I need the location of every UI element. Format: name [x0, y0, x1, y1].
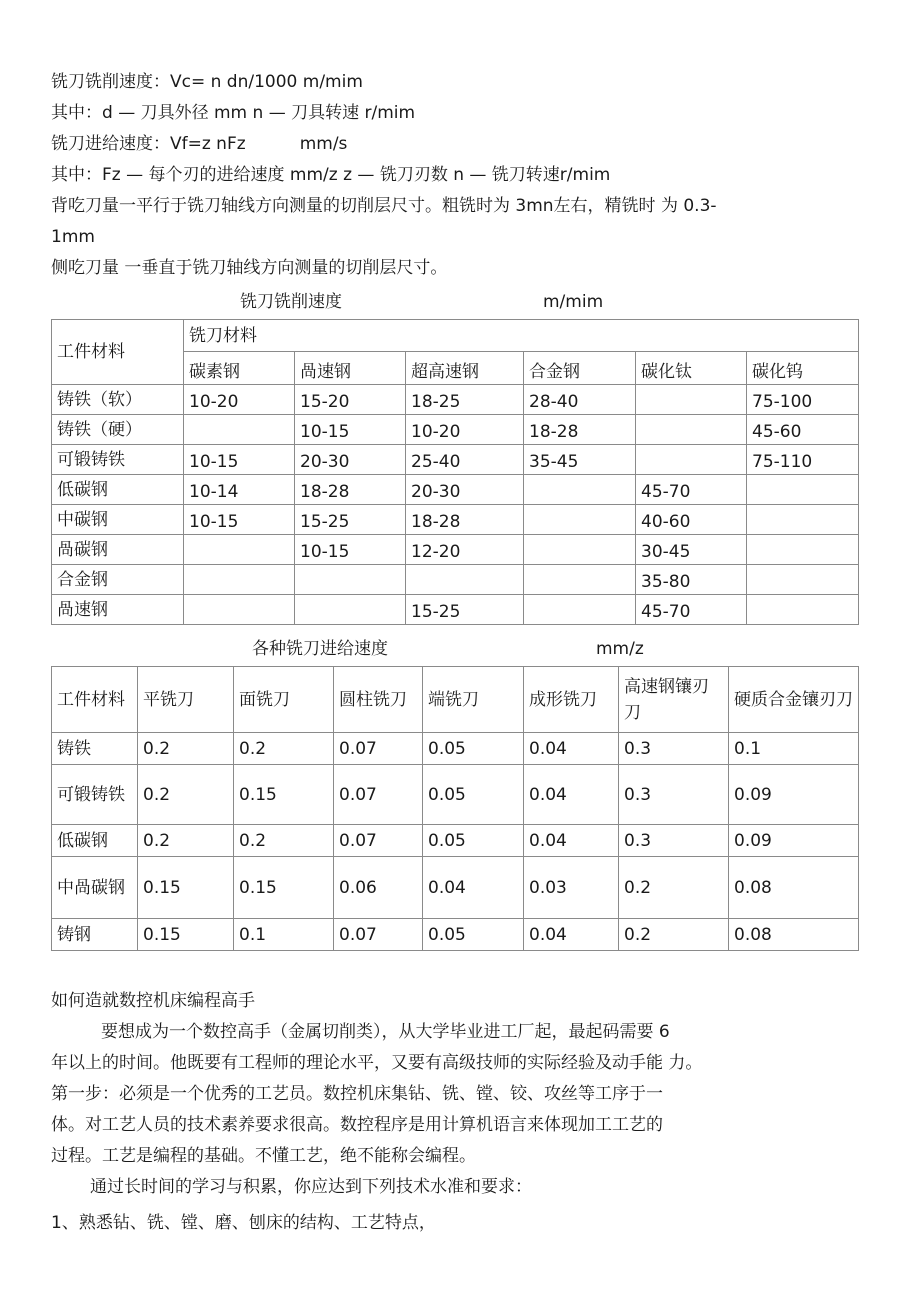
speed-cell: 25-40 — [406, 445, 524, 475]
feed-cell: 0.08 — [729, 857, 859, 919]
speed-table-title: 铣刀铣削速度 — [240, 292, 342, 312]
speed-group-header: 铣刀材料 — [184, 320, 859, 352]
speed-row-material: 铸铁（软） — [52, 385, 184, 415]
speed-cell: 20-30 — [295, 445, 406, 475]
speed-cell: 28-40 — [524, 385, 636, 415]
speed-cell — [524, 595, 636, 625]
feed-row-material: 可锻铸铁 — [52, 765, 138, 825]
speed-table-row — [52, 475, 859, 505]
speed-table-row — [52, 415, 859, 445]
speed-cell — [747, 595, 859, 625]
feed-cell: 0.04 — [524, 733, 619, 765]
feed-cell: 0.2 — [619, 857, 729, 919]
feed-row-material: 低碳钢 — [52, 825, 138, 857]
speed-table-row — [52, 595, 859, 625]
feed-cell: 0.15 — [138, 857, 234, 919]
feed-table-row — [52, 733, 859, 765]
speed-table-row — [52, 385, 859, 415]
speed-cell — [747, 475, 859, 505]
speed-row-material: 中碳钢 — [52, 505, 184, 535]
feed-cell: 0.1 — [234, 919, 334, 951]
speed-cell — [636, 445, 747, 475]
speed-cell — [295, 565, 406, 595]
speed-row-material: 咼碳钢 — [52, 535, 184, 565]
feed-cell: 0.09 — [729, 765, 859, 825]
article-paragraph-line: 体。对工艺人员的技术素养要求很高。数控程序是用计算机语言来体现加工工艺的 — [51, 1115, 663, 1135]
speed-col-header: 碳化钛 — [636, 352, 747, 385]
feed-cell: 0.07 — [334, 825, 423, 857]
intro-line-feed-speed: 铣刀进给速度：Vf=z nFz mm/s — [51, 134, 348, 154]
speed-cell: 18-25 — [406, 385, 524, 415]
speed-col-header: 碳化钨 — [747, 352, 859, 385]
feed-speed-table — [51, 666, 859, 951]
speed-cell — [184, 535, 295, 565]
speed-cell — [747, 535, 859, 565]
speed-col-header: 碳素钢 — [184, 352, 295, 385]
article-heading: 如何造就数控机床编程高手 — [51, 991, 255, 1011]
speed-cell — [524, 505, 636, 535]
feed-cell: 0.2 — [234, 825, 334, 857]
speed-cell — [184, 565, 295, 595]
feed-cell: 0.05 — [423, 765, 524, 825]
feed-col-header: 平铣刀 — [138, 667, 234, 733]
feed-cell: 0.3 — [619, 825, 729, 857]
feed-row-material: 中咼碳钢 — [52, 857, 138, 919]
speed-row-header: 工件材料 — [52, 320, 184, 385]
speed-cell: 45-60 — [747, 415, 859, 445]
feed-table-row — [52, 825, 859, 857]
speed-cell: 15-25 — [406, 595, 524, 625]
intro-line-side-cut: 侧吃刀量 一垂直于铣刀轴线方向测量的切削层尺寸。 — [51, 258, 448, 278]
article-paragraph-2: 通过长时间的学习与积累，你应达到下列技术水准和要求： — [90, 1177, 532, 1197]
feed-cell: 0.04 — [423, 857, 524, 919]
feed-col-header: 高速钢镶刃刀 — [619, 667, 729, 733]
cutting-speed-table — [51, 319, 859, 625]
intro-line-depth-of-cut: 背吃刀量一平行于铣刀轴线方向测量的切削层尺寸。粗铣时为 3mn左右，精铣时 为 0.3- — [51, 196, 717, 216]
feed-cell: 0.1 — [729, 733, 859, 765]
feed-cell: 0.04 — [524, 825, 619, 857]
speed-cell: 10-20 — [406, 415, 524, 445]
speed-cell: 30-45 — [636, 535, 747, 565]
speed-table-unit: m/mim — [543, 292, 604, 312]
feed-cell: 0.2 — [138, 733, 234, 765]
speed-cell — [184, 415, 295, 445]
article-paragraph-line: 过程。工艺是编程的基础。不懂工艺，绝不能称会编程。 — [51, 1146, 476, 1166]
speed-table-row — [52, 505, 859, 535]
feed-cell: 0.3 — [619, 733, 729, 765]
speed-cell — [406, 565, 524, 595]
feed-cell: 0.15 — [234, 857, 334, 919]
feed-cell: 0.03 — [524, 857, 619, 919]
speed-cell: 10-14 — [184, 475, 295, 505]
feed-col-header: 硬质合金镶刃刀 — [729, 667, 859, 733]
speed-cell — [184, 595, 295, 625]
feed-col-header: 成形铣刀 — [524, 667, 619, 733]
speed-table-row — [52, 445, 859, 475]
speed-cell — [636, 415, 747, 445]
feed-cell: 0.2 — [138, 825, 234, 857]
feed-cell: 0.07 — [334, 919, 423, 951]
feed-cell: 0.07 — [334, 765, 423, 825]
feed-cell: 0.15 — [234, 765, 334, 825]
speed-cell — [524, 565, 636, 595]
speed-cell — [747, 505, 859, 535]
intro-line-cutting-speed: 铣刀铣削速度：Vc= n dn/1000 m/mim — [51, 72, 363, 92]
speed-cell — [295, 595, 406, 625]
speed-cell: 18-28 — [295, 475, 406, 505]
speed-cell: 45-70 — [636, 595, 747, 625]
article-list-item-1: 1、熟悉钻、铣、镗、磨、刨床的结构、工艺特点， — [51, 1213, 436, 1233]
speed-row-material: 咼速钢 — [52, 595, 184, 625]
feed-row-material: 铸铁 — [52, 733, 138, 765]
speed-table-row — [52, 565, 859, 595]
feed-col-header: 面铣刀 — [234, 667, 334, 733]
feed-cell: 0.05 — [423, 919, 524, 951]
speed-cell: 18-28 — [524, 415, 636, 445]
feed-table-row — [52, 765, 859, 825]
speed-cell: 35-45 — [524, 445, 636, 475]
speed-cell: 15-25 — [295, 505, 406, 535]
intro-line-depth-of-cut-cont: 1mm — [51, 227, 95, 247]
speed-cell: 75-100 — [747, 385, 859, 415]
speed-cell — [524, 535, 636, 565]
feed-cell: 0.05 — [423, 825, 524, 857]
speed-row-material: 低碳钢 — [52, 475, 184, 505]
article-paragraph-line: 要想成为一个数控高手（金属切削类），从大学毕业进工厂起，最起码需要 6 — [101, 1022, 670, 1042]
intro-line-where-fz: 其中：Fz — 每个刃的进给速度 mm/z z — 铣刀刃数 n — 铣刀转速r/mim — [51, 165, 611, 185]
speed-cell: 12-20 — [406, 535, 524, 565]
speed-cell — [524, 475, 636, 505]
feed-row-material: 铸钢 — [52, 919, 138, 951]
feed-col-header: 工件材料 — [52, 667, 138, 733]
feed-cell: 0.05 — [423, 733, 524, 765]
feed-cell: 0.2 — [234, 733, 334, 765]
feed-cell: 0.3 — [619, 765, 729, 825]
speed-cell — [636, 385, 747, 415]
speed-row-material: 合金钢 — [52, 565, 184, 595]
speed-cell: 18-28 — [406, 505, 524, 535]
speed-cell: 10-15 — [184, 445, 295, 475]
speed-row-material: 铸铁（硬） — [52, 415, 184, 445]
feed-cell: 0.04 — [524, 765, 619, 825]
feed-cell: 0.09 — [729, 825, 859, 857]
feed-cell: 0.08 — [729, 919, 859, 951]
speed-cell: 10-15 — [295, 535, 406, 565]
speed-cell: 75-110 — [747, 445, 859, 475]
feed-cell: 0.06 — [334, 857, 423, 919]
speed-cell: 45-70 — [636, 475, 747, 505]
speed-cell: 15-20 — [295, 385, 406, 415]
feed-cell: 0.2 — [138, 765, 234, 825]
speed-cell: 10-20 — [184, 385, 295, 415]
feed-cell: 0.07 — [334, 733, 423, 765]
speed-cell: 20-30 — [406, 475, 524, 505]
intro-line-where-d: 其中：d — 刀具外径 mm n — 刀具转速 r/mim — [51, 103, 416, 123]
feed-cell: 0.15 — [138, 919, 234, 951]
article-paragraph-line: 第一步：必须是一个优秀的工艺员。数控机床集钻、铣、镗、铰、攻丝等工序于一 — [51, 1084, 663, 1104]
speed-cell: 10-15 — [184, 505, 295, 535]
feed-table-row — [52, 857, 859, 919]
speed-row-material: 可锻铸铁 — [52, 445, 184, 475]
speed-col-header: 合金钢 — [524, 352, 636, 385]
feed-table-row — [52, 919, 859, 951]
speed-table-row — [52, 535, 859, 565]
speed-col-header: 咼速钢 — [295, 352, 406, 385]
feed-col-header: 圆柱铣刀 — [334, 667, 423, 733]
speed-cell: 10-15 — [295, 415, 406, 445]
speed-col-header: 超高速钢 — [406, 352, 524, 385]
article-paragraph-line: 年以上的时间。他既要有工程师的理论水平，又要有高级技师的实际经验及动手能 力。 — [51, 1053, 703, 1073]
speed-cell — [747, 565, 859, 595]
feed-table-unit: mm/z — [596, 639, 644, 659]
feed-cell: 0.04 — [524, 919, 619, 951]
speed-cell: 40-60 — [636, 505, 747, 535]
feed-col-header: 端铣刀 — [423, 667, 524, 733]
speed-cell: 35-80 — [636, 565, 747, 595]
feed-cell: 0.2 — [619, 919, 729, 951]
feed-table-title: 各种铣刀进给速度 — [252, 639, 388, 659]
